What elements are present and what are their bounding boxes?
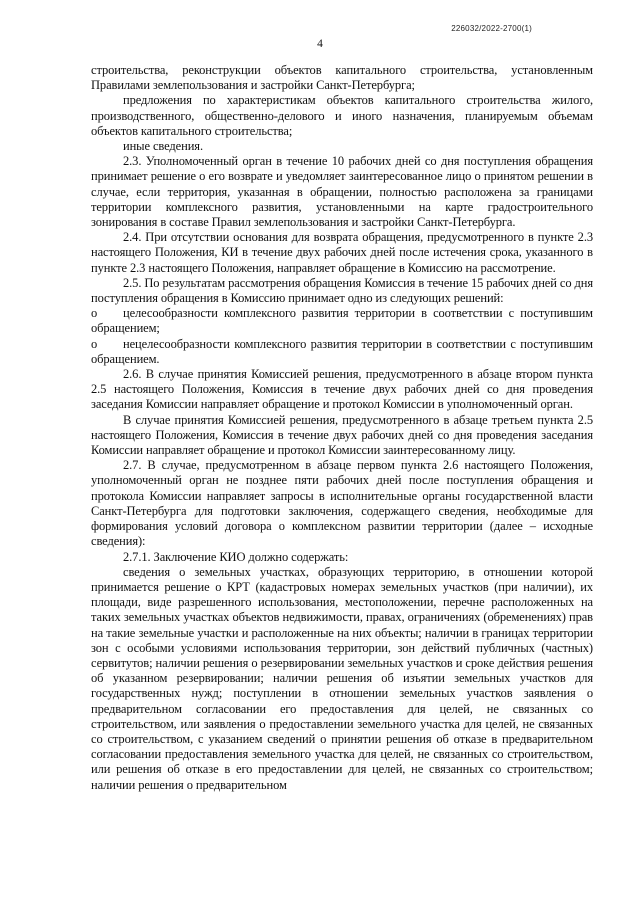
bullet-item bbox=[91, 337, 593, 367]
paragraph: 2.6. В случае принятия Комиссией решения, предусмотренного в абзаце втором пункта 2.5 настоящего Положения, Комиссия в течение двух рабочих дней со дня проведения заседания Комиссии направляет обращение и протокол Комиссии в уполномоченный орган. bbox=[91, 367, 593, 412]
document-id: 226032/2022-2700(1) bbox=[451, 24, 532, 33]
bullet-item bbox=[91, 306, 593, 336]
bullet-marker: о bbox=[91, 306, 98, 321]
paragraph: иные сведения. bbox=[123, 139, 203, 154]
paragraph: 2.5. По результатам рассмотрения обращения Комиссия в течение 15 рабочих дней со дня поступления обращения в Комиссию принимает одно из следующих решений: bbox=[91, 275, 593, 306]
bullet-text: целесообразности комплексного развития территории в соответствии с поступившим обращением; bbox=[91, 306, 593, 336]
paragraph: сведения о земельных участках, образующих территорию, в отношении которой принимается решение о КРТ (кадастровых номерах земельных участков (при наличии), их площади, виде разрешенного использования, местоположении, перечне расположенных на таких земельных участках объектов недвижимости, правах, ограничениях (обременениях) прав на такие земельные участки и расположенные на них объекты; наличии в границах территории зон с особыми условиями использования территории, зон действий публичных (частных) сервитутов; наличии решения о резервировании земельных участков и сроке действия решения об указанном резервировании; наличии решения об изъятии земельных участков для государственных нужд; поступлении в отношении земельных участков заявления о предварительном согласовании его предоставления для целей, не связанных со строительством, или заявления о предоставлении земельного участка для целей, не связанных со строительством, с указанием сведений о принятии решения об отказе в предварительном согласовании предоставления земельного участка для целей, не связанных со строительством, или решения об отказе в его предоставлении для целей, не связанных со строительством; наличии решения о предварительном bbox=[91, 564, 593, 792]
paragraph: В случае принятия Комиссией решения, предусмотренного в абзаце третьем пункта 2.5 настоящего Положения, Комиссия в течение двух рабочих дней со дня проведения заседания Комиссии направляет обращение и протокол Комиссии заинтересованному лицу. bbox=[91, 412, 593, 458]
page-number: 4 bbox=[317, 38, 323, 50]
paragraph: строительства, реконструкции объектов капитального строительства, установленным Правилами землепользования и застройки Санкт-Петербурга; bbox=[91, 63, 593, 93]
bullet-marker: о bbox=[91, 336, 98, 351]
paragraph: 2.3. Уполномоченный орган в течение 10 рабочих дней со дня поступления обращения принимает решение о его возврате и уведомляет заинтересованное лицо о принятом решении в случае, если территория, указанная в обращении, полностью расположена за границами территории комплексного развития, установленными на карте градостроительного зонирования в составе Правил землепользования и застройки Санкт-Петербурга. bbox=[91, 154, 593, 230]
paragraph: 2.7.1. Заключение КИО должно содержать: bbox=[123, 549, 349, 564]
document-body bbox=[91, 63, 593, 793]
paragraph: 2.4. При отсутствии основания для возврата обращения, предусмотренного в пункте 2.3 настоящего Положения, КИ в течение двух рабочих дней после истечения срока, указанного в пункте 2.3 настоящего Положения, направляет обращение в Комиссию на рассмотрение. bbox=[91, 230, 593, 275]
paragraph: предложения по характеристикам объектов капитального строительства жилого, производственного, общественно-делового и иного назначения, планируемым объемам объектов капитального строительства; bbox=[91, 93, 593, 138]
bullet-text: нецелесообразности комплексного развития территории в соответствии с поступившим обращением. bbox=[91, 336, 593, 366]
paragraph: 2.7. В случае, предусмотренном в абзаце первом пункта 2.6 настоящего Положения, уполномоченный орган не позднее пяти рабочих дней после поступления обращения и протокола Комиссии направляет запросы в исполнительные органы государственной власти Санкт-Петербурга для подготовки заключения, содержащего сведения, необходимые для формирования условий договора о комплексном развитии территории (далее – исходные сведения): bbox=[91, 458, 593, 549]
